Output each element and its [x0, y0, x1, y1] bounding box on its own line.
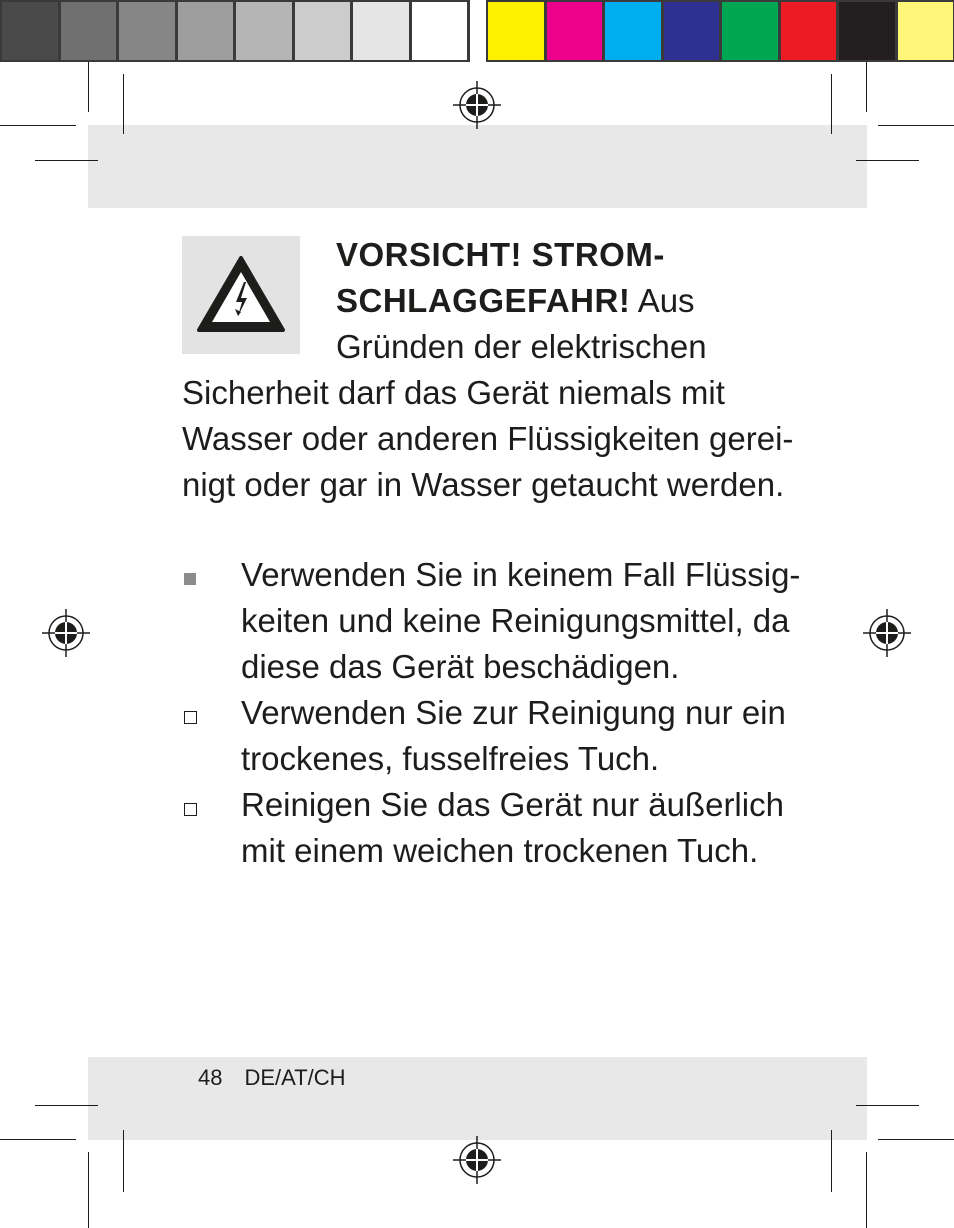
- header-band: [88, 125, 867, 208]
- page-number: 48: [198, 1065, 223, 1090]
- crop-mark: [856, 160, 919, 161]
- list-item-line: Verwenden Sie zur Reinigung nur ein: [241, 694, 786, 731]
- list-item: [182, 552, 802, 690]
- warning-heading-line-1: VORSICHT! STROM-: [336, 236, 665, 273]
- light-yellow-swatch: [898, 2, 954, 60]
- region-label: DE/AT/CH: [244, 1065, 346, 1090]
- registration-mark-icon: [863, 609, 911, 657]
- crop-mark: [88, 62, 89, 112]
- magenta-swatch: [547, 2, 603, 60]
- outline-square-bullet-icon: [184, 711, 197, 724]
- list-item-line: Verwenden Sie in keinem Fall Flüssig-: [241, 556, 801, 593]
- crop-mark: [831, 74, 832, 134]
- crop-mark: [866, 1152, 867, 1228]
- crop-mark: [856, 1105, 919, 1106]
- page-footer: [198, 1065, 346, 1091]
- crop-mark: [123, 74, 124, 134]
- registration-mark-icon: [453, 1136, 501, 1184]
- blue-swatch: [664, 2, 720, 60]
- gray-swatch-5: [236, 2, 292, 60]
- list-item-line: mit einem weichen trockenen Tuch.: [241, 832, 759, 869]
- warning-heading-bold: SCHLAGGEFAHR!: [336, 282, 631, 319]
- black-swatch: [839, 2, 895, 60]
- green-swatch: [722, 2, 778, 60]
- yellow-swatch: [488, 2, 544, 60]
- color-calibration-strip: [486, 0, 954, 62]
- crop-mark: [123, 1130, 124, 1192]
- crop-mark: [866, 62, 867, 112]
- gray-swatch-6: [295, 2, 351, 60]
- warning-text-continuation: Aus: [630, 282, 695, 319]
- list-item-line: Reinigen Sie das Gerät nur äußerlich: [241, 786, 784, 823]
- gray-swatch-7: [353, 2, 409, 60]
- warning-text-line-3: Gründen der elektrischen: [336, 328, 707, 365]
- crop-mark: [35, 160, 98, 161]
- crop-mark: [878, 1139, 954, 1140]
- list-item: [182, 690, 802, 782]
- registration-mark-icon: [42, 609, 90, 657]
- filled-square-bullet-icon: [184, 573, 196, 585]
- registration-mark-icon: [453, 81, 501, 129]
- crop-mark: [0, 1139, 76, 1140]
- cyan-swatch: [605, 2, 661, 60]
- grayscale-calibration-strip: [0, 0, 470, 62]
- cleaning-instructions-list: [182, 552, 802, 874]
- warning-paragraph: [182, 232, 794, 508]
- crop-mark: [88, 1152, 89, 1228]
- warning-text-line-5: Wasser oder anderen Flüssigkeiten gerei-: [182, 420, 794, 457]
- warning-text-line-6: nigt oder gar in Wasser getaucht werden.: [182, 466, 785, 503]
- outline-square-bullet-icon: [184, 803, 197, 816]
- crop-mark: [831, 1130, 832, 1192]
- red-swatch: [781, 2, 837, 60]
- crop-mark: [0, 125, 76, 126]
- warning-text-line-4: Sicherheit darf das Gerät niemals mit: [182, 374, 725, 411]
- gray-swatch-1: [2, 2, 58, 60]
- crop-mark: [35, 1105, 98, 1106]
- gray-swatch-8: [412, 2, 468, 60]
- list-item-line: trockenes, fusselfreies Tuch.: [241, 740, 660, 777]
- crop-mark: [878, 125, 954, 126]
- warning-heading-line-2: [182, 278, 782, 324]
- gray-swatch-4: [178, 2, 234, 60]
- gray-swatch-3: [119, 2, 175, 60]
- list-item-line: diese das Gerät beschädigen.: [241, 648, 680, 685]
- gray-swatch-2: [61, 2, 117, 60]
- list-item: [182, 782, 802, 874]
- list-item-line: keiten und keine Reinigungsmittel, da: [241, 602, 790, 639]
